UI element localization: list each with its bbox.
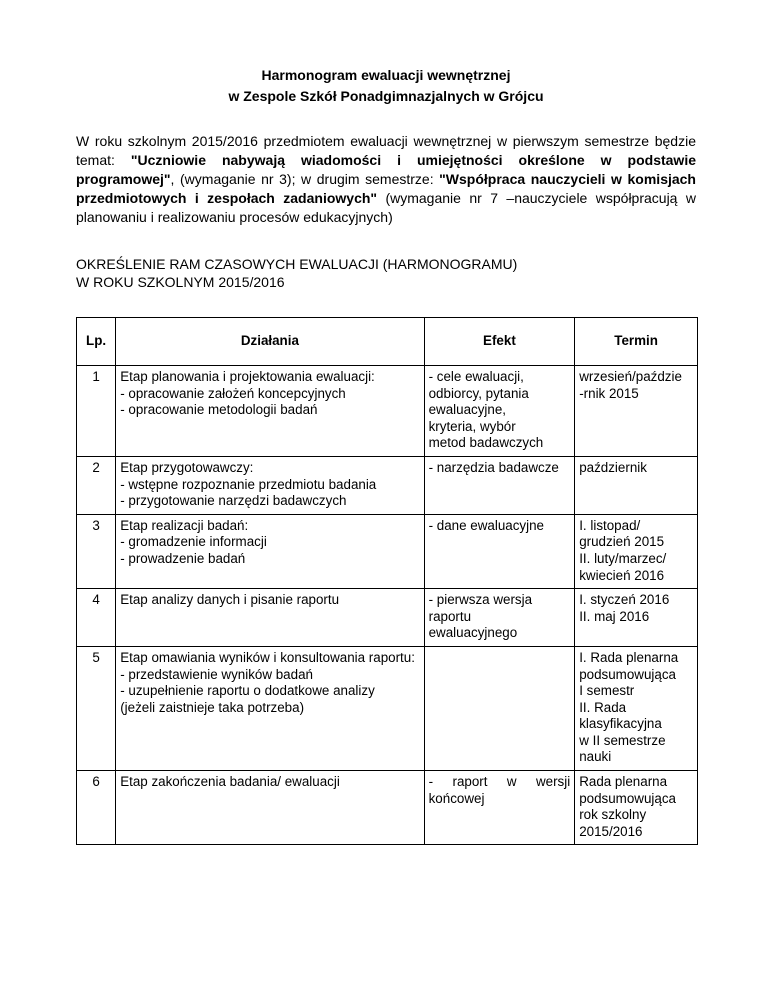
cell-efekt bbox=[424, 589, 575, 647]
cell-line: Etap omawiania wyników i konsultowania raportu: bbox=[120, 649, 415, 665]
cell-termin bbox=[575, 514, 698, 588]
cell-termin bbox=[575, 771, 698, 845]
cell-line: II. luty/marzec/ bbox=[579, 550, 667, 566]
cell-lp: 5 bbox=[77, 646, 116, 770]
cell-line: (jeżeli zaistnieje taka potrzeba) bbox=[120, 699, 305, 715]
cell-lp: 4 bbox=[77, 589, 116, 647]
document-title-line2: w Zespole Szkół Ponadgimnazjalnych w Grójcu bbox=[228, 88, 544, 104]
cell-line: Rada plenarna bbox=[579, 774, 668, 790]
cell-line: I semestr bbox=[579, 683, 635, 699]
cell-lp: 1 bbox=[77, 366, 116, 457]
cell-line: - opracowanie metodologii badań bbox=[120, 402, 318, 418]
cell-line: kryteria, wybór bbox=[428, 418, 516, 434]
cell-dzialania bbox=[116, 366, 424, 457]
intro-text-2: , (wymaganie nr 3); w drugim semestrze: bbox=[170, 171, 440, 187]
cell-line: raportu bbox=[428, 608, 472, 624]
header-termin: Termin bbox=[575, 318, 698, 366]
cell-efekt: - raport w wersji końcowej bbox=[424, 771, 575, 845]
cell-line: podsumowująca bbox=[579, 790, 676, 806]
cell-line: ewaluacyjnego bbox=[428, 625, 518, 641]
cell-line: Etap realizacji badań: bbox=[120, 517, 249, 533]
cell-efekt: - narzędzia badawcze bbox=[424, 456, 575, 514]
cell-line: grudzień 2015 bbox=[579, 534, 665, 550]
cell-line: Etap przygotowawczy: bbox=[120, 459, 254, 475]
cell-line: - dane ewaluacyjne bbox=[428, 517, 544, 533]
cell-line: podsumowująca bbox=[579, 666, 676, 682]
cell-line: - przygotowanie narzędzi badawczych bbox=[120, 493, 347, 509]
cell-line: II. maj 2016 bbox=[579, 608, 650, 624]
cell-line: rok szkolny bbox=[579, 807, 647, 823]
cell-termin bbox=[575, 366, 698, 457]
header-dzialania: Działania bbox=[116, 318, 424, 366]
intro-paragraph bbox=[76, 132, 696, 227]
header-efekt: Efekt bbox=[424, 318, 575, 366]
cell-line: w II semestrze bbox=[579, 732, 666, 748]
cell-line: 2015/2016 bbox=[579, 823, 643, 839]
cell-efekt bbox=[424, 646, 575, 770]
cell-lp: 3 bbox=[77, 514, 116, 588]
section-heading bbox=[76, 255, 517, 291]
cell-line: - przedstawienie wyników badań bbox=[120, 666, 313, 682]
cell-line: metod badawczych bbox=[428, 435, 544, 451]
cell-line: Etap zakończenia badania/ ewaluacji bbox=[120, 774, 340, 790]
section-heading-line1: OKREŚLENIE RAM CZASOWYCH EWALUACJI (HARMONOGRAMU) bbox=[76, 256, 518, 272]
cell-line: - gromadzenie informacji bbox=[120, 534, 267, 550]
cell-line: - cele ewaluacji, bbox=[428, 369, 524, 384]
table-row bbox=[77, 366, 698, 457]
cell-line: - opracowanie założeń koncepcyjnych bbox=[120, 385, 346, 401]
cell-termin bbox=[575, 589, 698, 647]
intro-bold-2: "Współpraca nauczycieli w komisjach przedmiotowych i zespołach zadaniowych" bbox=[76, 171, 696, 206]
cell-line: odbiorcy, pytania bbox=[428, 385, 529, 401]
cell-efekt bbox=[424, 514, 575, 588]
table-row bbox=[77, 456, 698, 514]
cell-dzialania bbox=[116, 514, 424, 588]
cell-line: - prowadzenie badań bbox=[120, 550, 246, 566]
intro-text-3: (wymaganie nr 7 –nauczyciele współpracują w planowaniu i realizowaniu procesów edukacyjnych) bbox=[76, 190, 696, 225]
cell-line: II. Rada bbox=[579, 699, 627, 715]
intro-bold-1: "Uczniowie nabywają wiadomości i umiejętności określone w podstawie programowej" bbox=[76, 152, 696, 187]
table-row bbox=[77, 589, 698, 647]
table-row bbox=[77, 514, 698, 588]
cell-line: październik bbox=[579, 459, 647, 475]
cell-line: ewaluacyjne, bbox=[428, 402, 507, 418]
cell-dzialania bbox=[116, 456, 424, 514]
cell-lp: 6 bbox=[77, 771, 116, 845]
cell-line: I. Rada plenarna bbox=[579, 649, 679, 665]
header-lp: Lp. bbox=[77, 318, 116, 366]
cell-line: nauki bbox=[579, 749, 612, 765]
cell-line: - pierwsza wersja bbox=[428, 592, 533, 608]
document-title-line1: Harmonogram ewaluacji wewnętrznej bbox=[261, 67, 511, 83]
table-row bbox=[77, 771, 698, 845]
cell-line: kwiecień 2016 bbox=[579, 567, 665, 583]
intro-text-1: W roku szkolnym 2015/2016 przedmiotem ewaluacji wewnętrznej w pierwszym semestrze będzie temat: bbox=[76, 133, 696, 168]
cell-line: - uzupełnienie raportu o dodatkowe analizy bbox=[120, 683, 375, 699]
cell-line: wrzesień/paździe bbox=[579, 369, 682, 384]
cell-dzialania bbox=[116, 771, 424, 845]
cell-line: - wstępne rozpoznanie przedmiotu badania bbox=[120, 476, 377, 492]
section-heading-line2: W ROKU SZKOLNYM 2015/2016 bbox=[76, 274, 285, 290]
schedule-table bbox=[76, 317, 698, 845]
cell-termin bbox=[575, 456, 698, 514]
cell-line: -rnik 2015 bbox=[579, 385, 639, 401]
cell-line: Etap planowania i projektowania ewaluacji: bbox=[120, 369, 375, 384]
cell-efekt bbox=[424, 366, 575, 457]
cell-line: I. styczeń 2016 bbox=[579, 592, 670, 608]
cell-line: I. listopad/ bbox=[579, 517, 641, 533]
cell-dzialania bbox=[116, 646, 424, 770]
cell-lp: 2 bbox=[77, 456, 116, 514]
cell-line: klasyfikacyjna bbox=[579, 716, 662, 732]
table-header-row bbox=[77, 318, 698, 366]
cell-termin bbox=[575, 646, 698, 770]
cell-dzialania bbox=[116, 589, 424, 647]
cell-line: Etap analizy danych i pisanie raportu bbox=[120, 592, 340, 608]
table-row bbox=[77, 646, 698, 770]
